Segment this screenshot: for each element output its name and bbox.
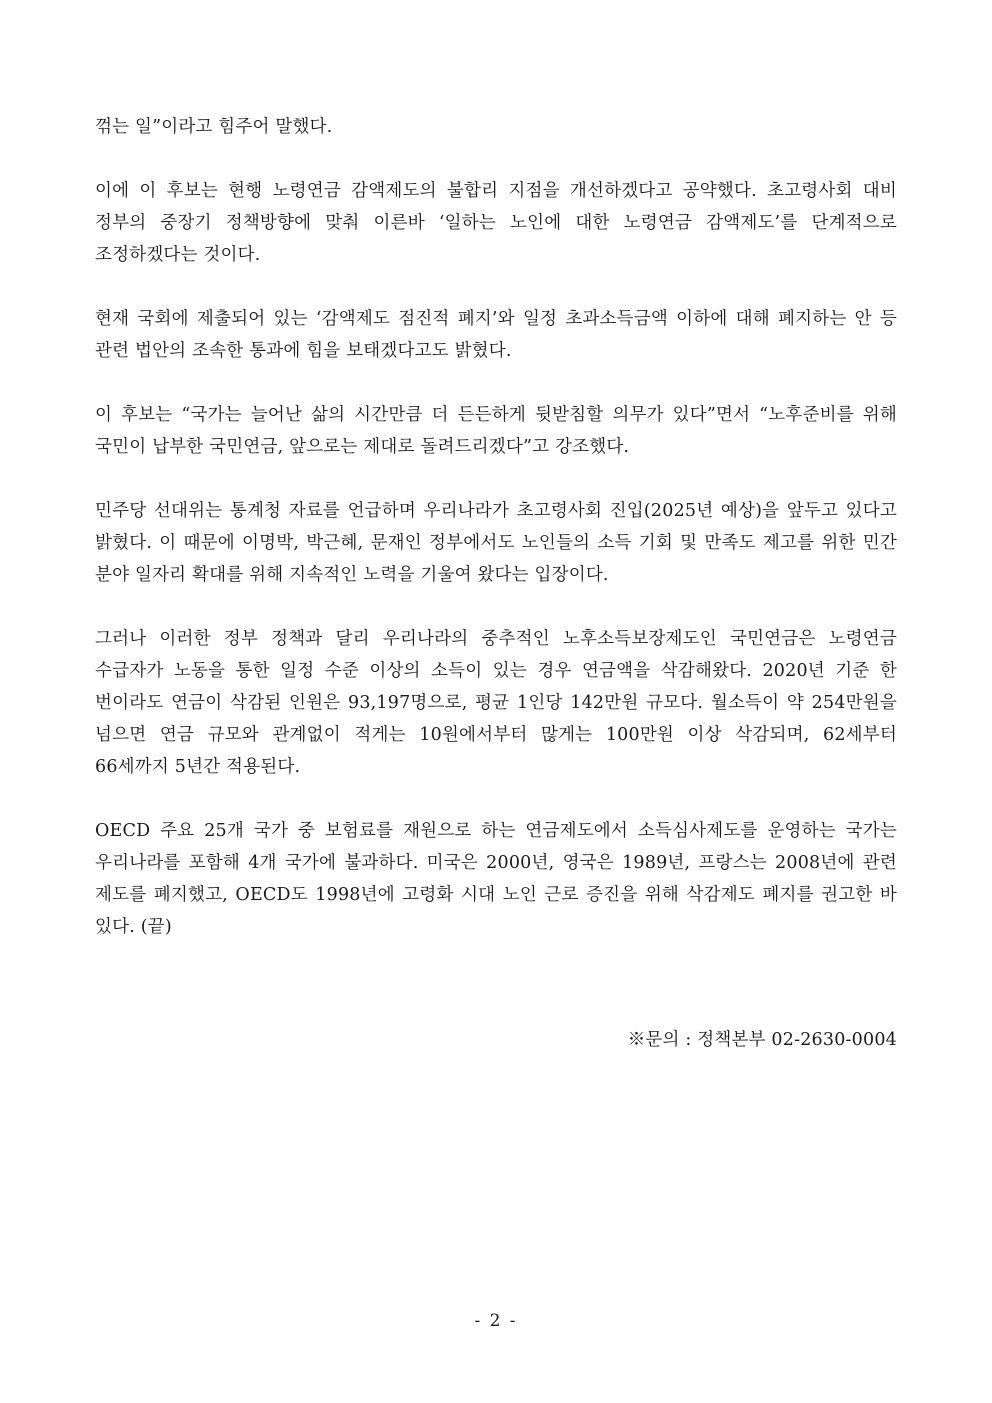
paragraph-4: 이 후보는 “국가는 늘어난 삶의 시간만큼 더 든든하게 뒷받침할 의무가 있다”면서 “노후준비를 위해 국민이 납부한 국민연금, 앞으로는 제대로 돌려드리겠다”고 강조했다.: [95, 405, 897, 457]
contact-info: ※문의 : 정책본부 02-2630-0004: [627, 1030, 897, 1050]
paragraph-2: 이에 이 후보는 현행 노령연금 감액제도의 불합리 지점을 개선하겠다고 공약했다. 초고령사회 대비 정부의 중장기 정책방향에 맞춰 이른바 ‘일하는 노인에 대한 노령연금 감액제도’를 단계적으로 조정하겠다는 것이다.: [95, 181, 897, 265]
page-number: - 2 -: [474, 1311, 518, 1331]
paragraph-6: 그러나 이러한 정부 정책과 달리 우리나라의 중추적인 노후소득보장제도인 국민연금은 노령연금 수급자가 노동을 통한 일정 수준 이상의 소득이 있는 경우 연금액을 삭감해왔다. 2020년 기준 한 번이라도 연금이 삭감된 인원은 93,197명으로, 평균 1인당 142만원 규모다. 월소득이 약 254만원을 넘으면 연금 규모와 관계없이 적게는 10원에서부터 많게는 100만원 이상 삭감되며, 62세부터 66세까지 5년간 적용된다.: [95, 629, 897, 777]
paragraph-1: 꺾는 일”이라고 힘주어 말했다.: [95, 117, 333, 137]
article-body: [95, 111, 897, 975]
paragraph-7: OECD 주요 25개 국가 중 보험료를 재원으로 하는 연금제도에서 소득심사제도를 운영하는 국가는 우리나라를 포함해 4개 국가에 불과하다. 미국은 2000년, 영국은 1989년, 프랑스는 2008년에 관련 제도를 폐지했고, OECD도 1998년에 고령화 시대 노인 근로 증진을 위해 삭감제도 폐지를 권고한 바 있다. (끝): [95, 821, 897, 937]
paragraph-3: 현재 국회에 제출되어 있는 ‘감액제도 점진적 폐지’와 일정 초과소득금액 이하에 대해 폐지하는 안 등 관련 법안의 조속한 통과에 힘을 보태겠다고도 밝혔다.: [95, 309, 897, 361]
paragraph-5: 민주당 선대위는 통계청 자료를 언급하며 우리나라가 초고령사회 진입(2025년 예상)을 앞두고 있다고 밝혔다. 이 때문에 이명박, 박근혜, 문재인 정부에서도 노인들의 소득 기회 및 만족도 제고를 위한 민간 분야 일자리 확대를 위해 지속적인 노력을 기울여 왔다는 입장이다.: [95, 501, 897, 585]
